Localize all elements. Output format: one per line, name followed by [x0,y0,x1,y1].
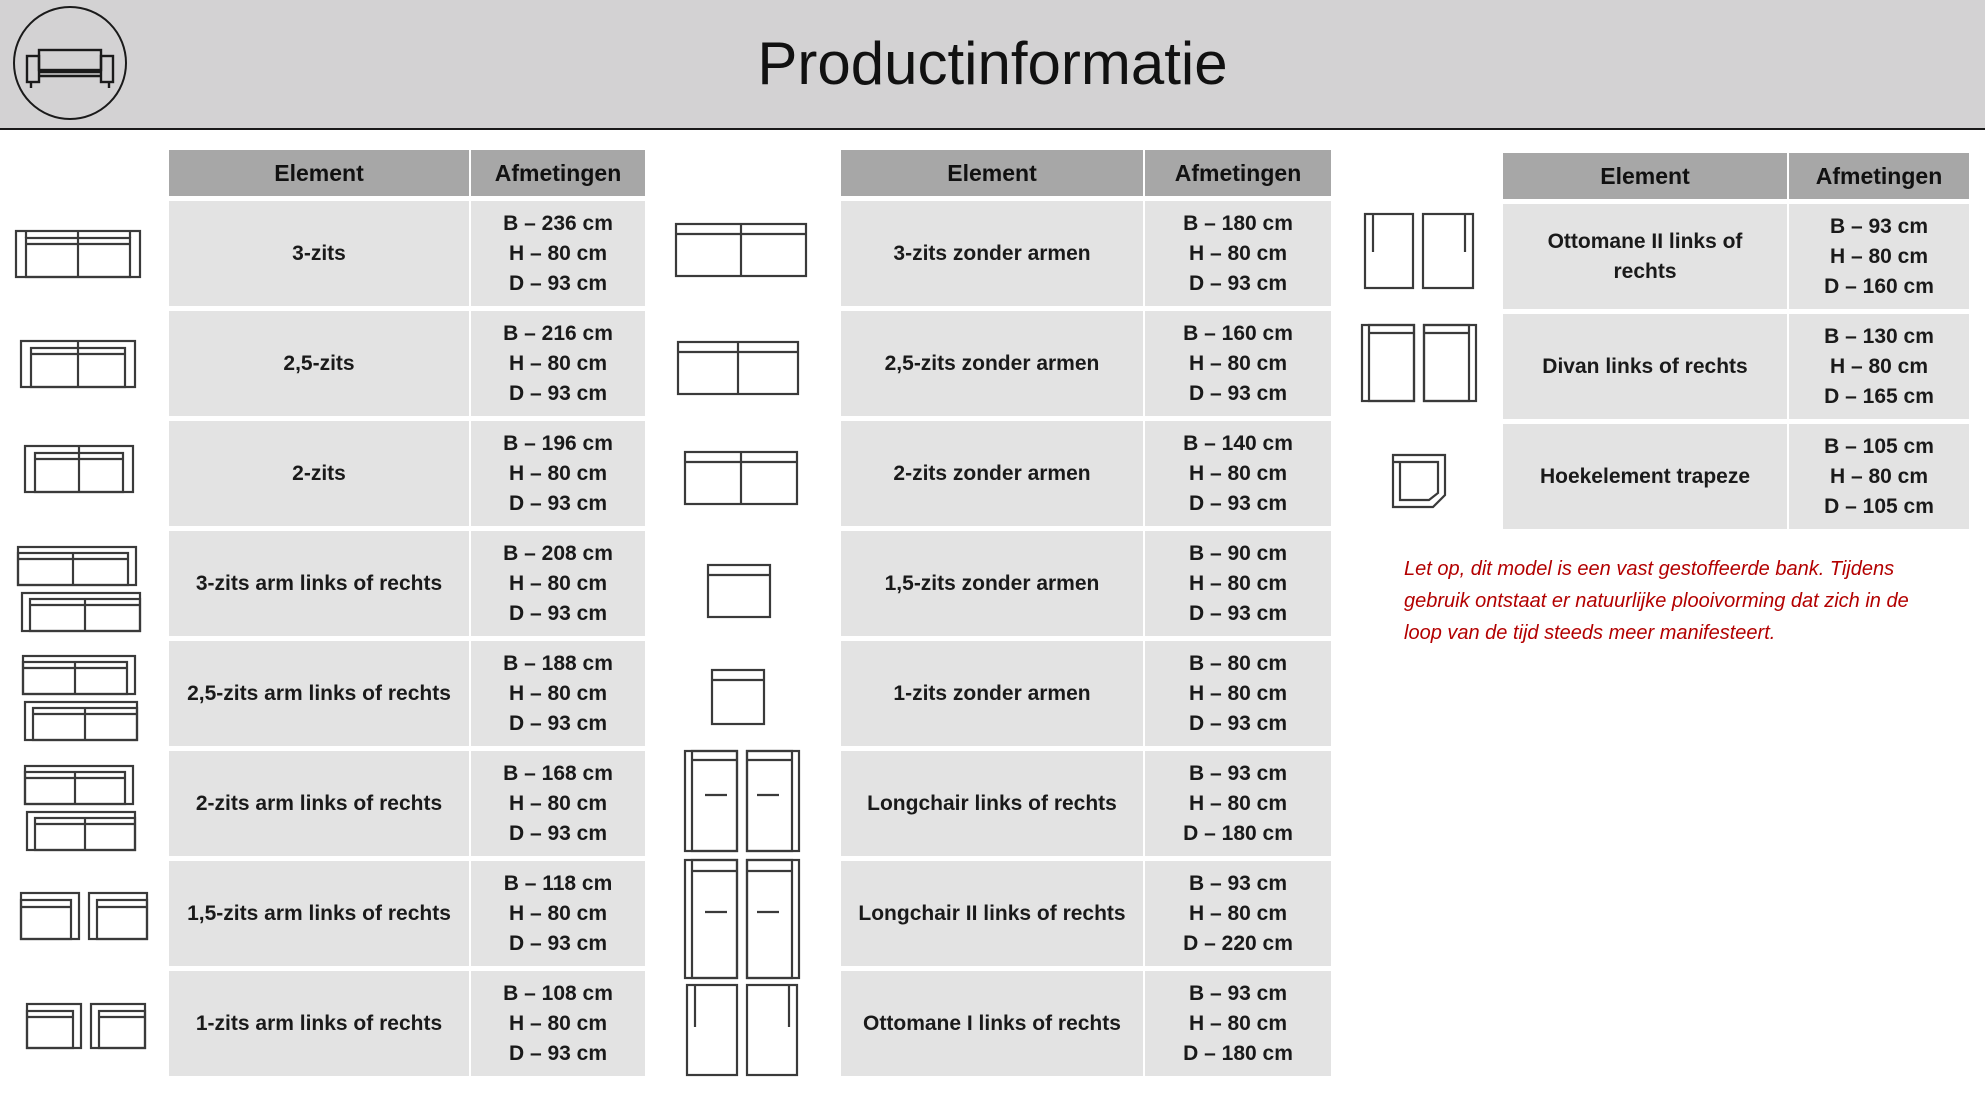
table-row [169,311,645,416]
depth-value: D – 180 cm [1183,821,1293,845]
table-row [169,751,645,856]
element-name: 1,5-zits arm links of rechts [169,861,469,966]
sofa-1-5-seat-arm-icon [19,891,149,941]
width-value: B – 108 cm [503,981,613,1005]
width-value: B – 160 cm [1183,321,1293,345]
dimensions-cell [471,531,645,636]
dimensions-cell [1145,311,1331,416]
width-value: B – 208 cm [503,541,613,565]
sofa-3-seat-armless-icon [674,222,808,278]
table-row [169,861,645,966]
dimensions-cell [471,641,645,746]
dimensions-cell [471,421,645,526]
height-value: H – 80 cm [508,681,608,705]
width-value: B – 140 cm [1183,431,1293,455]
column-header-dimensions: Afmetingen [1789,153,1969,199]
height-value: H – 80 cm [1188,1011,1288,1035]
width-value: B – 93 cm [1188,981,1288,1005]
width-value: B – 180 cm [1183,211,1293,235]
depth-value: D – 93 cm [508,711,608,735]
element-name: 1,5-zits zonder armen [841,531,1143,636]
table-row [1503,314,1969,419]
depth-value: D – 93 cm [508,271,608,295]
depth-value: D – 93 cm [508,381,608,405]
height-value: H – 80 cm [1188,351,1288,375]
dimensions-cell [471,311,645,416]
element-name: Longchair II links of rechts [841,861,1143,966]
divan-icon [1360,323,1478,403]
dimensions-cell [471,861,645,966]
height-value: H – 80 cm [508,351,608,375]
table-row [841,311,1331,416]
depth-value: D – 220 cm [1183,931,1293,955]
depth-value: D – 93 cm [1188,381,1288,405]
dimensions-cell [1789,314,1969,419]
height-value: H – 80 cm [508,901,608,925]
header-bar [0,0,1985,130]
element-name: Longchair links of rechts [841,751,1143,856]
sofa-1-5-seat-armless-icon [706,563,772,619]
depth-value: D – 165 cm [1824,384,1934,408]
depth-value: D – 93 cm [1188,491,1288,515]
height-value: H – 80 cm [1829,354,1929,378]
dimensions-cell [1789,204,1969,309]
sofa-2-5-seat-armless-icon [676,340,800,396]
height-value: H – 80 cm [1829,244,1929,268]
sofa-2-seat-armless-icon [683,450,799,506]
height-value: H – 80 cm [508,791,608,815]
width-value: B – 93 cm [1829,214,1929,238]
page-title: Productinformatie [757,30,1228,97]
depth-value: D – 93 cm [1188,601,1288,625]
width-value: B – 118 cm [503,871,613,895]
height-value: H – 80 cm [1188,791,1288,815]
width-value: B – 80 cm [1188,651,1288,675]
element-name: 3-zits zonder armen [841,201,1143,306]
element-name: Hoekelement trapeze [1503,424,1787,529]
dimensions-cell [1789,424,1969,529]
element-name: Ottomane II links of rechts [1503,204,1787,309]
width-value: B – 196 cm [503,431,613,455]
height-value: H – 80 cm [1188,681,1288,705]
table-row [841,641,1331,746]
width-value: B – 105 cm [1824,434,1934,458]
dimensions-cell [1145,641,1331,746]
ottomane-i-icon [685,983,799,1077]
element-name: 1-zits arm links of rechts [169,971,469,1076]
width-value: B – 168 cm [503,761,613,785]
element-name: 3-zits arm links of rechts [169,531,469,636]
sofa-3-seat-icon [14,228,142,280]
column-header-dimensions: Afmetingen [1145,150,1331,196]
spec-table-1 [167,145,647,1081]
width-value: B – 93 cm [1188,761,1288,785]
element-name: 2,5-zits zonder armen [841,311,1143,416]
height-value: H – 80 cm [508,241,608,265]
sofa-2-seat-arm-icon [23,764,137,852]
table-row [169,971,645,1076]
element-name: 2-zits arm links of rechts [169,751,469,856]
ottomane-ii-icon [1363,212,1475,290]
table-row [169,641,645,746]
dimensions-cell [471,751,645,856]
spec-table-3 [1501,148,1971,534]
table-row [169,531,645,636]
height-value: H – 80 cm [508,571,608,595]
depth-value: D – 105 cm [1824,494,1934,518]
sofa-2-5-seat-icon [19,338,137,390]
dimensions-cell [1145,751,1331,856]
width-value: B – 216 cm [503,321,613,345]
depth-value: D – 180 cm [1183,1041,1293,1065]
depth-value: D – 93 cm [508,601,608,625]
corner-trapeze-icon [1391,453,1447,509]
dimensions-cell [1145,531,1331,636]
sofa-2-5-seat-arm-icon [21,654,139,742]
element-name: 2-zits [169,421,469,526]
element-name: Divan links of rechts [1503,314,1787,419]
dimensions-cell [471,971,645,1076]
table-row [841,861,1331,966]
depth-value: D – 93 cm [508,1041,608,1065]
sofa-3-seat-arm-icon [16,545,144,633]
height-value: H – 80 cm [508,461,608,485]
longchair-icon [683,749,801,853]
dimensions-cell [1145,861,1331,966]
height-value: H – 80 cm [1188,571,1288,595]
height-value: H – 80 cm [1188,901,1288,925]
column-header-element: Element [1503,153,1787,199]
upholstery-note: Let op, dit model is een vast gestoffeerde bank. Tijdens gebruik ontstaat er natuurlijke plooivorming dat zich in de loop van de tijd steeds meer manifesteert. [1404,558,1909,644]
dimensions-cell [1145,421,1331,526]
longchair-ii-icon [683,858,801,980]
table-row [841,201,1331,306]
table-row [169,421,645,526]
element-name: 2,5-zits [169,311,469,416]
height-value: H – 80 cm [508,1011,608,1035]
table-row [1503,424,1969,529]
table-row [1503,204,1969,309]
height-value: H – 80 cm [1188,241,1288,265]
width-value: B – 130 cm [1824,324,1934,348]
table-row [841,971,1331,1076]
width-value: B – 93 cm [1188,871,1288,895]
element-name: 3-zits [169,201,469,306]
width-value: B – 188 cm [503,651,613,675]
sofa-1-seat-arm-icon [25,1002,147,1050]
column-header-element: Element [841,150,1143,196]
spec-table-2 [839,145,1333,1081]
width-value: B – 90 cm [1188,541,1288,565]
depth-value: D – 93 cm [508,491,608,515]
element-name: 2-zits zonder armen [841,421,1143,526]
dimensions-cell [471,201,645,306]
height-value: H – 80 cm [1829,464,1929,488]
depth-value: D – 160 cm [1824,274,1934,298]
element-name: Ottomane I links of rechts [841,971,1143,1076]
width-value: B – 236 cm [503,211,613,235]
table-row [841,421,1331,526]
depth-value: D – 93 cm [508,821,608,845]
table-row [841,751,1331,856]
depth-value: D – 93 cm [1188,271,1288,295]
column-header-element: Element [169,150,469,196]
dimensions-cell [1145,201,1331,306]
table-row [841,531,1331,636]
element-name: 1-zits zonder armen [841,641,1143,746]
depth-value: D – 93 cm [508,931,608,955]
element-name: 2,5-zits arm links of rechts [169,641,469,746]
depth-value: D – 93 cm [1188,711,1288,735]
sofa-1-seat-armless-icon [710,668,766,726]
column-header-dimensions: Afmetingen [471,150,645,196]
table-row [169,201,645,306]
sofa-2-seat-icon [23,443,135,495]
dimensions-cell [1145,971,1331,1076]
height-value: H – 80 cm [1188,461,1288,485]
